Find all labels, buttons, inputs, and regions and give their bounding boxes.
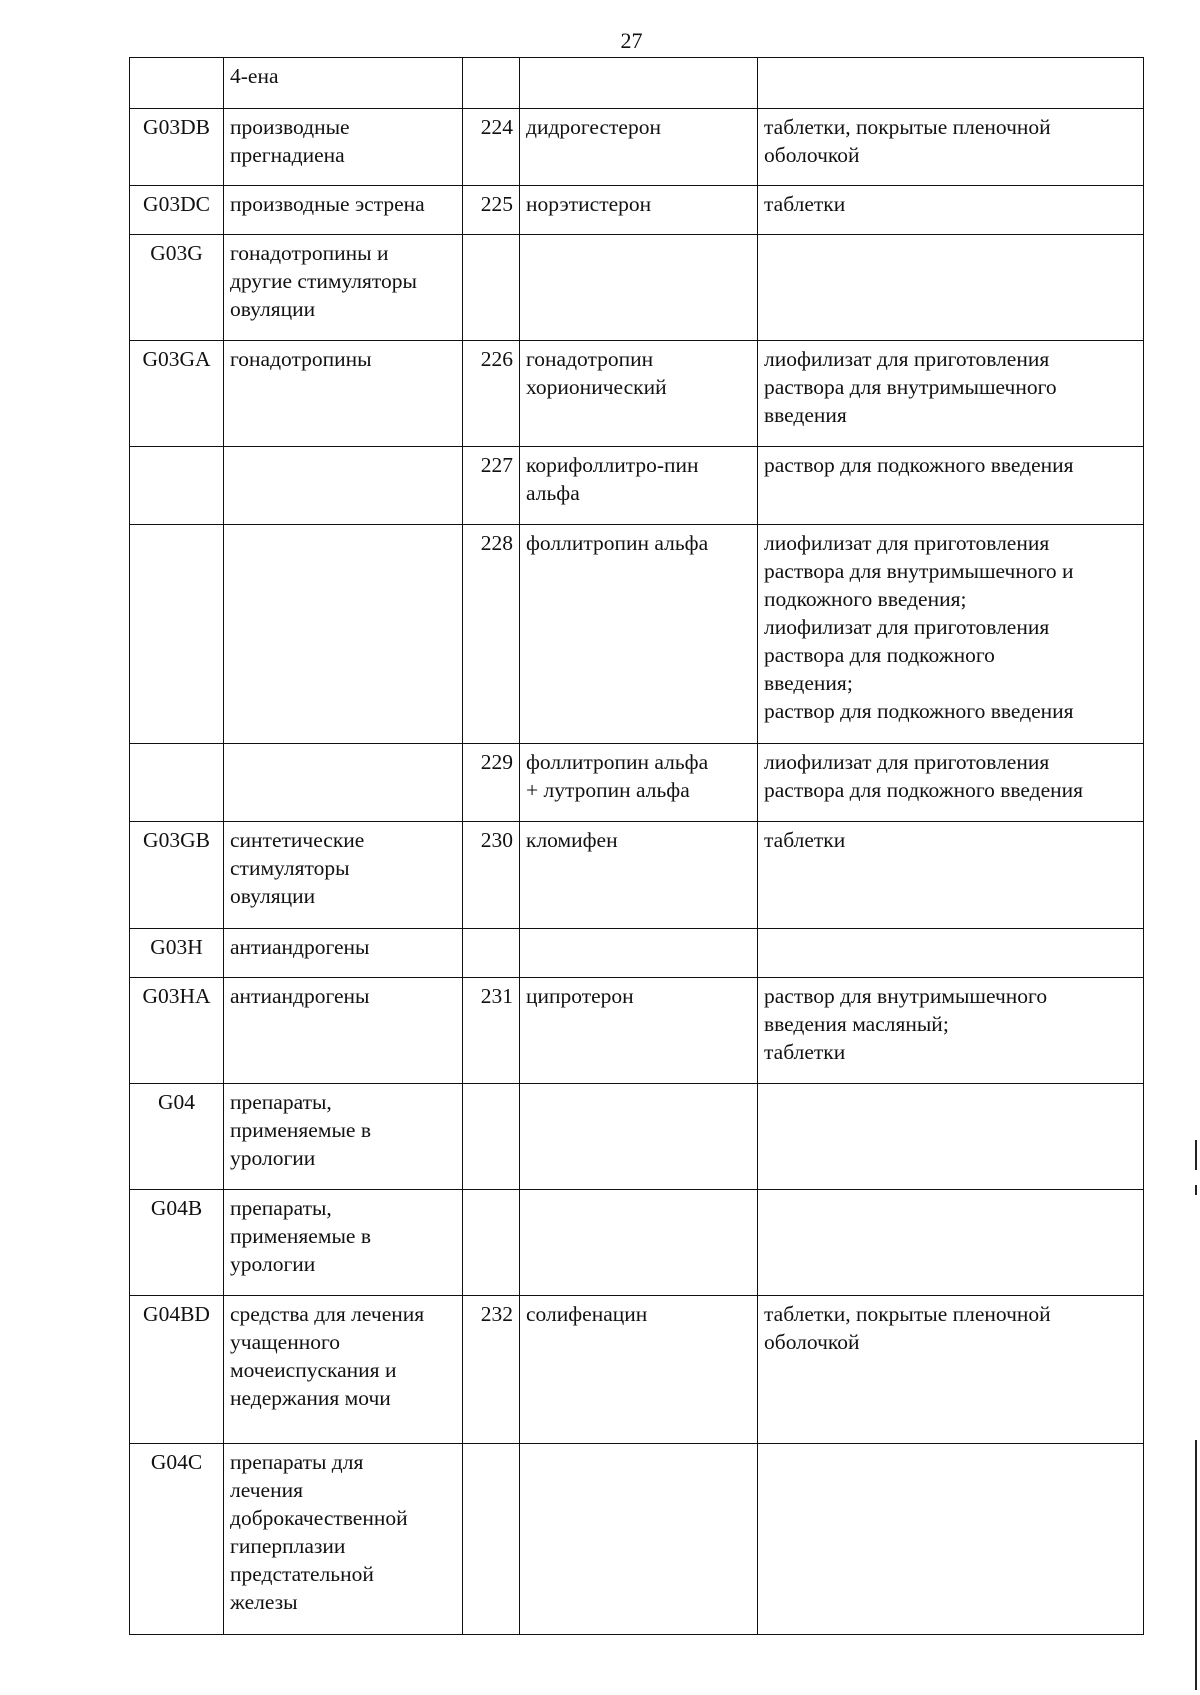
dosage-form-cell-line: раствора для подкожного введения bbox=[764, 778, 1084, 802]
table-row bbox=[130, 447, 1144, 525]
drug-name-cell bbox=[520, 978, 758, 1084]
drug-name-cell bbox=[520, 109, 758, 186]
atc-group-cell-line: антиандрогены bbox=[230, 935, 370, 959]
row-number-cell: 228 bbox=[463, 525, 520, 744]
dosage-form-cell bbox=[758, 1296, 1144, 1444]
dosage-form-cell bbox=[758, 1190, 1144, 1296]
page-number: 27 bbox=[620, 28, 643, 53]
dosage-form-cell-line: введения масляный; bbox=[764, 1012, 949, 1036]
dosage-form-cell-line: подкожного введения; bbox=[764, 587, 967, 611]
medication-table bbox=[129, 57, 1144, 1635]
drug-name-cell bbox=[520, 1296, 758, 1444]
dosage-form-cell bbox=[758, 822, 1144, 929]
drug-name-cell bbox=[520, 1190, 758, 1296]
dosage-form-cell-line: раствор для внутримышечного bbox=[764, 984, 1048, 1008]
atc-code-cell bbox=[130, 525, 224, 744]
atc-code-cell: G04 bbox=[130, 1084, 224, 1190]
dosage-form-cell-line: введения bbox=[764, 403, 847, 427]
row-number-cell bbox=[463, 235, 520, 341]
atc-group-cell-line: урологии bbox=[230, 1146, 316, 1170]
row-number-cell bbox=[463, 1444, 520, 1635]
dosage-form-cell-line: раствора для подкожного bbox=[764, 643, 995, 667]
atc-group-cell-line: стимуляторы bbox=[230, 856, 350, 880]
atc-group-cell-line: овуляции bbox=[230, 297, 316, 321]
drug-name-cell bbox=[520, 822, 758, 929]
table-row bbox=[130, 235, 1144, 341]
drug-name-cell bbox=[520, 929, 758, 978]
drug-name-cell-line: гонадотропин bbox=[526, 347, 654, 371]
atc-code-cell: G03DB bbox=[130, 109, 224, 186]
atc-group-cell-line: учащенного bbox=[230, 1330, 340, 1354]
atc-group-cell-line: гонадотропины и bbox=[230, 241, 389, 265]
table-row bbox=[130, 929, 1144, 978]
drug-name-cell bbox=[520, 186, 758, 235]
dosage-form-cell-line: оболочкой bbox=[764, 1330, 860, 1354]
atc-code-cell: G03GB bbox=[130, 822, 224, 929]
row-number-cell: 232 bbox=[463, 1296, 520, 1444]
table-row bbox=[130, 58, 1144, 109]
drug-name-cell-line: кломифен bbox=[526, 828, 618, 852]
atc-code-cell: G03HA bbox=[130, 978, 224, 1084]
atc-code-cell: G03G bbox=[130, 235, 224, 341]
drug-name-cell-line: солифенацин bbox=[526, 1302, 648, 1326]
atc-group-cell-line: производные эстрена bbox=[230, 192, 425, 216]
drug-name-cell-line: норэтистерон bbox=[526, 192, 652, 216]
atc-group-cell-line: производные bbox=[230, 115, 350, 139]
dosage-form-cell-line: таблетки, покрытые пленочной bbox=[764, 1302, 1051, 1326]
scan-edge-line bbox=[1195, 1185, 1197, 1195]
drug-name-cell-line: фоллитропин альфа bbox=[526, 750, 709, 774]
row-number-cell bbox=[463, 929, 520, 978]
atc-group-cell bbox=[224, 235, 463, 341]
table-body bbox=[130, 58, 1144, 1635]
drug-name-cell bbox=[520, 341, 758, 447]
atc-group-cell bbox=[224, 929, 463, 978]
atc-group-cell-line: лечения bbox=[230, 1478, 303, 1502]
atc-group-cell bbox=[224, 822, 463, 929]
row-number-cell: 225 bbox=[463, 186, 520, 235]
row-number-cell bbox=[463, 1190, 520, 1296]
dosage-form-cell bbox=[758, 978, 1144, 1084]
row-number-cell bbox=[463, 58, 520, 109]
atc-code-cell bbox=[130, 744, 224, 822]
row-number-cell: 230 bbox=[463, 822, 520, 929]
atc-group-cell bbox=[224, 978, 463, 1084]
drug-name-cell-line: корифоллитро-пин bbox=[526, 453, 699, 477]
drug-name-cell-line: хорионический bbox=[526, 375, 667, 399]
table-row bbox=[130, 186, 1144, 235]
atc-group-cell-line: применяемые в bbox=[230, 1224, 371, 1248]
atc-group-cell-line: недержания мочи bbox=[230, 1386, 391, 1410]
atc-group-cell-line: препараты для bbox=[230, 1450, 364, 1474]
dosage-form-cell bbox=[758, 1444, 1144, 1635]
atc-group-cell bbox=[224, 341, 463, 447]
atc-group-cell-line: гонадотропины bbox=[230, 347, 372, 371]
dosage-form-cell bbox=[758, 929, 1144, 978]
atc-group-cell bbox=[224, 109, 463, 186]
row-number-cell: 231 bbox=[463, 978, 520, 1084]
atc-group-cell-line: урологии bbox=[230, 1252, 316, 1276]
dosage-form-cell-line: введения; bbox=[764, 671, 853, 695]
atc-group-cell bbox=[224, 1444, 463, 1635]
atc-group-cell bbox=[224, 58, 463, 109]
table-row bbox=[130, 1444, 1144, 1635]
drug-name-cell bbox=[520, 744, 758, 822]
table-row bbox=[130, 525, 1144, 744]
drug-name-cell-line: альфа bbox=[526, 481, 580, 505]
table-row bbox=[130, 109, 1144, 186]
atc-code-cell: G03GA bbox=[130, 341, 224, 447]
table-row bbox=[130, 1190, 1144, 1296]
drug-name-cell bbox=[520, 58, 758, 109]
scan-edge-line bbox=[1195, 1440, 1197, 1690]
dosage-form-cell bbox=[758, 525, 1144, 744]
drug-name-cell bbox=[520, 447, 758, 525]
atc-code-cell: G03DC bbox=[130, 186, 224, 235]
drug-name-cell-line: дидрогестерон bbox=[526, 115, 661, 139]
drug-name-cell-line: + лутропин альфа bbox=[526, 778, 690, 802]
atc-group-cell-line: предстательной bbox=[230, 1562, 374, 1586]
table-row bbox=[130, 1084, 1144, 1190]
atc-group-cell-line: синтетические bbox=[230, 828, 365, 852]
dosage-form-cell bbox=[758, 341, 1144, 447]
dosage-form-cell-line: раствора для внутримышечного bbox=[764, 375, 1057, 399]
atc-group-cell-line: препараты, bbox=[230, 1090, 332, 1114]
dosage-form-cell bbox=[758, 186, 1144, 235]
atc-group-cell-line: овуляции bbox=[230, 884, 316, 908]
table-row bbox=[130, 341, 1144, 447]
atc-group-cell-line: 4-ена bbox=[230, 64, 279, 88]
row-number-cell: 226 bbox=[463, 341, 520, 447]
dosage-form-cell bbox=[758, 58, 1144, 109]
atc-group-cell-line: железы bbox=[230, 1590, 298, 1614]
atc-group-cell-line: антиандрогены bbox=[230, 984, 370, 1008]
scan-edge-line bbox=[1195, 1140, 1197, 1170]
dosage-form-cell-line: лиофилизат для приготовления bbox=[764, 750, 1050, 774]
dosage-form-cell-line: раствор для подкожного введения bbox=[764, 453, 1074, 477]
dosage-form-cell-line: таблетки, покрытые пленочной bbox=[764, 115, 1051, 139]
dosage-form-cell-line: лиофилизат для приготовления bbox=[764, 531, 1050, 555]
atc-code-cell bbox=[130, 447, 224, 525]
drug-name-cell-line: фоллитропин альфа bbox=[526, 531, 709, 555]
drug-name-cell-line: ципротерон bbox=[526, 984, 634, 1008]
row-number-cell: 229 bbox=[463, 744, 520, 822]
row-number-cell bbox=[463, 1084, 520, 1190]
atc-code-cell: G03H bbox=[130, 929, 224, 978]
drug-name-cell bbox=[520, 235, 758, 341]
atc-group-cell bbox=[224, 744, 463, 822]
drug-name-cell bbox=[520, 525, 758, 744]
dosage-form-cell-line: таблетки bbox=[764, 192, 846, 216]
dosage-form-cell-line: раствор для подкожного введения bbox=[764, 699, 1074, 723]
atc-code-cell: G04C bbox=[130, 1444, 224, 1635]
table-row bbox=[130, 822, 1144, 929]
dosage-form-cell-line: раствора для внутримышечного и bbox=[764, 559, 1074, 583]
row-number-cell: 227 bbox=[463, 447, 520, 525]
dosage-form-cell-line: оболочкой bbox=[764, 143, 860, 167]
atc-group-cell bbox=[224, 1296, 463, 1444]
atc-group-cell-line: другие стимуляторы bbox=[230, 269, 417, 293]
atc-group-cell-line: прегнадиена bbox=[230, 143, 345, 167]
table-row bbox=[130, 978, 1144, 1084]
dosage-form-cell-line: лиофилизат для приготовления bbox=[764, 347, 1050, 371]
atc-group-cell-line: гиперплазии bbox=[230, 1534, 346, 1558]
dosage-form-cell-line: лиофилизат для приготовления bbox=[764, 615, 1050, 639]
atc-group-cell bbox=[224, 1084, 463, 1190]
drug-name-cell bbox=[520, 1444, 758, 1635]
atc-group-cell bbox=[224, 447, 463, 525]
row-number-cell: 224 bbox=[463, 109, 520, 186]
atc-group-cell-line: мочеиспускания и bbox=[230, 1358, 397, 1382]
dosage-form-cell bbox=[758, 1084, 1144, 1190]
drug-name-cell bbox=[520, 1084, 758, 1190]
atc-code-cell: G04BD bbox=[130, 1296, 224, 1444]
atc-group-cell-line: применяемые в bbox=[230, 1118, 371, 1142]
dosage-form-cell bbox=[758, 235, 1144, 341]
dosage-form-cell bbox=[758, 447, 1144, 525]
atc-code-cell: G04B bbox=[130, 1190, 224, 1296]
table-row bbox=[130, 1296, 1144, 1444]
dosage-form-cell bbox=[758, 109, 1144, 186]
dosage-form-cell-line: таблетки bbox=[764, 828, 846, 852]
dosage-form-cell-line: таблетки bbox=[764, 1040, 846, 1064]
atc-group-cell bbox=[224, 525, 463, 744]
atc-group-cell-line: препараты, bbox=[230, 1196, 332, 1220]
atc-group-cell-line: доброкачественной bbox=[230, 1506, 408, 1530]
table-row bbox=[130, 744, 1144, 822]
atc-group-cell bbox=[224, 186, 463, 235]
atc-group-cell bbox=[224, 1190, 463, 1296]
dosage-form-cell bbox=[758, 744, 1144, 822]
atc-group-cell-line: средства для лечения bbox=[230, 1302, 425, 1326]
atc-code-cell bbox=[130, 58, 224, 109]
